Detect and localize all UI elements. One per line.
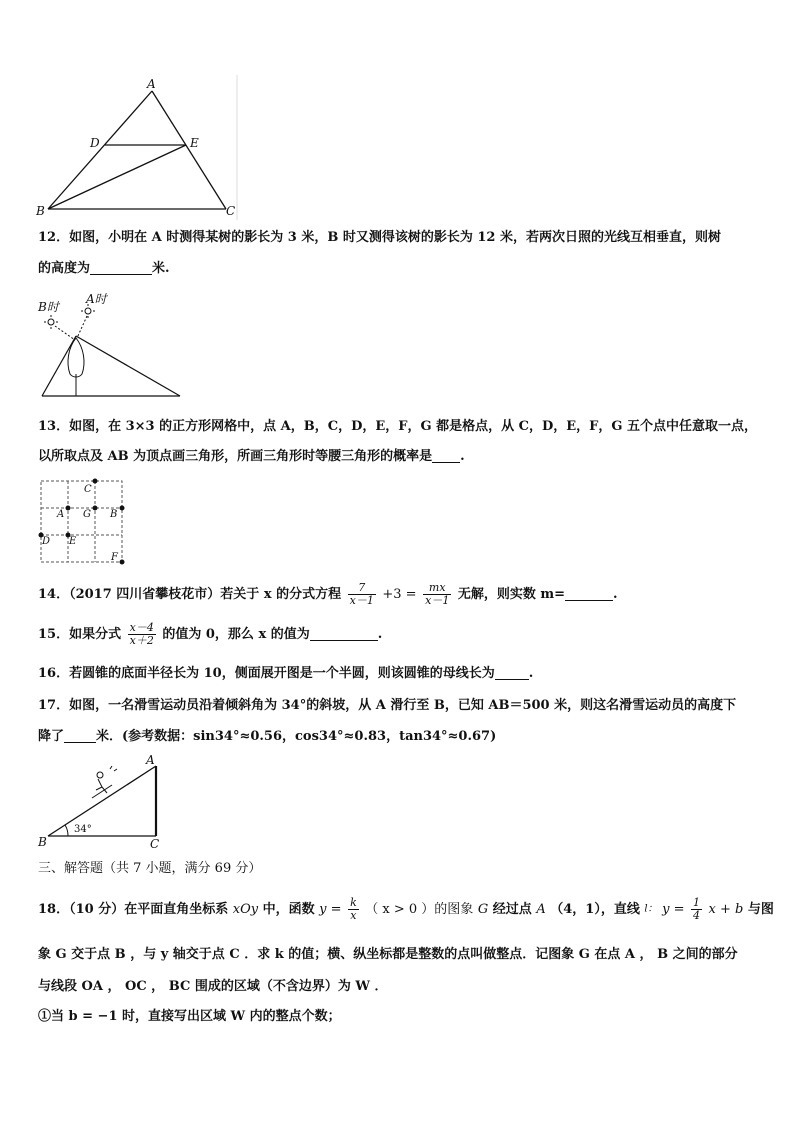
- q17-line1: 17．如图，一名滑雪运动员沿着倾斜角为 34°的斜坡，从 A 滑行至 B，已知 AB＝500 米，则这名滑雪运动员的高度下: [38, 698, 737, 713]
- q18-xoy: xOy: [232, 902, 259, 918]
- q14-line: [38, 582, 618, 607]
- q18-p2: 中，函数: [262, 902, 315, 918]
- q18-line1: [38, 897, 774, 922]
- q18-one: 1: [693, 896, 700, 909]
- q18-a: A: [536, 902, 546, 918]
- fig17-label-b: B: [38, 835, 47, 849]
- q14-answer-blank: [565, 588, 613, 601]
- tree-shadow-figure: [30, 288, 190, 400]
- q12-line2: [38, 262, 170, 275]
- q18-k: k: [350, 896, 357, 909]
- q15-prefix: 15．如果分式: [38, 627, 122, 643]
- q13-line2-a: 以所取点及 AB 为顶点画三角形，所画三角形时等腰三角形的概率是: [38, 449, 433, 464]
- q18-four: 4: [693, 909, 700, 923]
- q16-end: .: [528, 666, 534, 681]
- q14-frac1-num: 7: [348, 582, 376, 595]
- q12-line1: 12．如图，小明在 A 时测得某树的影长为 3 米，B 时又测得该树的影长为 12 米，若两次日照的光线互相垂直，则树: [38, 230, 721, 245]
- q14-plus: +3 =: [382, 587, 417, 603]
- fig13-label-a: A: [57, 509, 65, 520]
- q15-mid: 的值为 0，那么 x 的值为: [162, 627, 310, 643]
- q14-fraction-2: [423, 582, 451, 607]
- fig17-label-a: A: [146, 753, 155, 767]
- q17-line2-a: 降了: [38, 729, 65, 744]
- q16-answer-blank: [495, 667, 529, 680]
- q15-answer-blank: [310, 628, 378, 641]
- q18-line-rest: x + b: [708, 902, 744, 918]
- q14-prefix: 14．（2017 四川省攀枝花市）若关于 x 的分式方程: [38, 587, 342, 603]
- fig13-label-g: G: [83, 509, 91, 520]
- q14-suffix-a: 无解，则实数 m=: [457, 587, 566, 603]
- q18-y-eq: y =: [319, 902, 342, 918]
- q13-line2: [38, 450, 465, 463]
- q13-line2-b: .: [460, 449, 465, 464]
- fig13-label-d: D: [42, 536, 51, 547]
- q14-suffix-b: .: [613, 587, 618, 603]
- q18-a-coord: （4，1），直线: [550, 902, 640, 918]
- q18-cond: （ x > 0 ）的图象: [365, 902, 474, 918]
- q18-x: x: [350, 909, 357, 923]
- fig17-angle: 34°: [74, 824, 92, 835]
- fig11-label-a: A: [147, 77, 156, 91]
- q15-line: [38, 622, 382, 647]
- fig11-label-e: E: [190, 136, 199, 150]
- fig12-label-a-time: A时: [86, 292, 107, 306]
- fig13-label-e: E: [69, 536, 77, 547]
- q12-answer-blank: [90, 262, 152, 275]
- q18-line-y: y =: [662, 902, 685, 918]
- q13-answer-blank: [432, 450, 460, 463]
- q12-line2-b: 米.: [152, 261, 170, 276]
- section3-title: 三、解答题（共 7 小题，满分 69 分）: [38, 861, 262, 876]
- q13-line1: 13．如图，在 3×3 的正方形网格中，点 A，B，C，D，E，F，G 都是格点，从 C，D，E，F，G 五个点中任意取一点，: [38, 419, 758, 434]
- fig11-label-b: B: [36, 204, 45, 218]
- tree-icon: [68, 338, 84, 396]
- q18-one-quarter: [691, 897, 702, 922]
- fig11-label-c: C: [226, 204, 236, 218]
- q15-num: x－4: [129, 621, 154, 634]
- q18-line3: 与线段 OA ， OC ， BC 围成的区域（不含边界）为 W ．: [38, 979, 388, 994]
- fig13-label-c: C: [84, 484, 92, 495]
- q17-answer-blank: [64, 730, 96, 743]
- ski-slope-figure: [34, 752, 174, 852]
- q15-den: x＋2: [129, 634, 154, 648]
- q18-p1: 18．（10 分）在平面直角坐标系: [38, 902, 229, 918]
- q15-end: .: [377, 627, 383, 643]
- q12-line2-a: 的高度为: [38, 261, 91, 276]
- fig13-label-f: F: [111, 552, 118, 563]
- q14-frac2-den: x－1: [425, 594, 450, 608]
- q17-line2-b: 米．(参考数据：sin34°≈0.56，cos34°≈0.83，tan34°≈0.67): [96, 729, 497, 744]
- q17-line2: [38, 730, 496, 743]
- grid-figure: [38, 478, 128, 568]
- fig12-label-b-time: B时: [38, 300, 59, 314]
- q18-p3: 经过点: [492, 902, 532, 918]
- q18-p4: 与图: [747, 902, 774, 918]
- q18-l: l：: [644, 903, 658, 915]
- fig17-label-c: C: [150, 837, 160, 851]
- q18-sub1: ①当 b = −1 时，直接写出区域 W 内的整点个数；: [38, 1009, 341, 1024]
- q15-fraction: [128, 622, 156, 647]
- q18-g: G: [477, 902, 489, 918]
- fig13-label-b: B: [110, 509, 118, 520]
- q14-frac2-num: mx: [423, 582, 451, 595]
- q18-line2: 象 G 交于点 B ，与 y 轴交于点 C ．求 k 的值；横、纵坐标都是整数的点叫做整点．记图象 G 在点 A ， B 之间的部分: [38, 947, 738, 962]
- q14-fraction-1: [348, 582, 376, 607]
- q18-k-over-x: [348, 897, 359, 922]
- q16-line: [38, 667, 533, 680]
- q14-frac1-den: x－1: [349, 594, 374, 608]
- q16-text: 16．若圆锥的底面半径长为 10，侧面展开图是一个半圆，则该圆锥的母线长为: [38, 666, 495, 681]
- triangle-figure: [30, 75, 250, 220]
- fig11-label-d: D: [90, 136, 100, 150]
